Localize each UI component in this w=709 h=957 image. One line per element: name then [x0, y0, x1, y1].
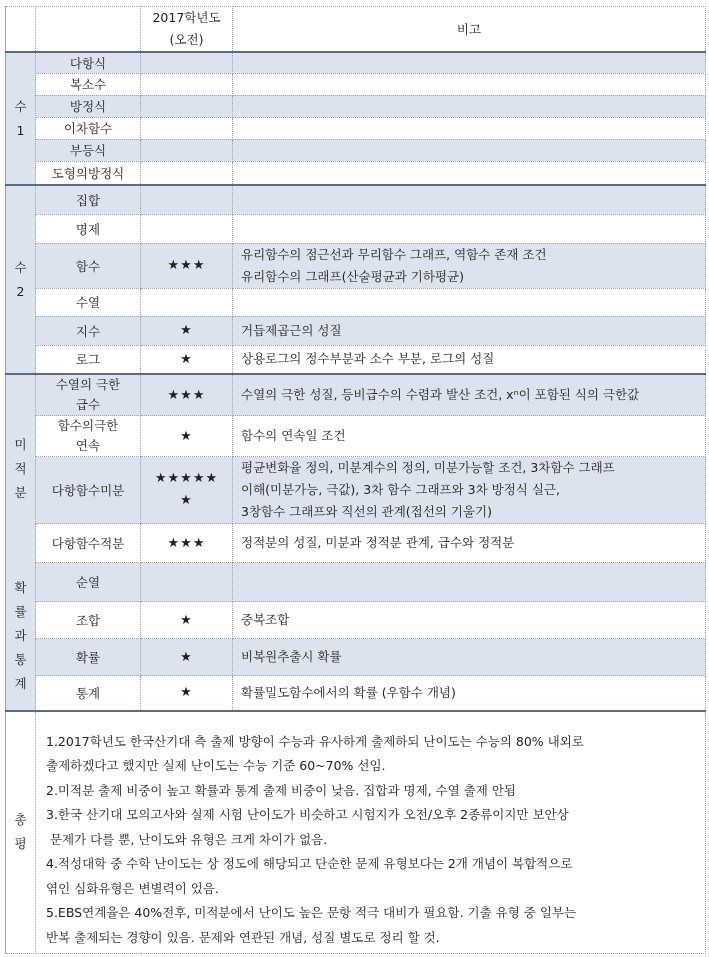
group-char: 과	[14, 628, 27, 643]
importance-stars	[141, 95, 233, 117]
table-row	[6, 345, 706, 374]
table-row	[6, 602, 706, 639]
topic-cell: 지수	[36, 316, 141, 345]
importance-stars	[141, 457, 233, 524]
topic-line: 연속	[75, 438, 101, 453]
remark-line: 유리함수의 점근선과 무리함수 그래프, 역함수 존재 조건	[241, 246, 547, 262]
table-row	[6, 374, 706, 416]
importance-stars	[141, 117, 233, 139]
table-row	[6, 639, 706, 676]
topic-cell: 조합	[36, 602, 141, 639]
table-row	[6, 117, 706, 139]
topic-cell: 방정식	[36, 95, 141, 117]
summary-line: 4.적성대학 중 수학 난이도는 상 정도에 해당되고 단순한 문제 유형보다는 2개 개념이 복합적으로	[46, 856, 573, 871]
summary-line: 1.2017학년도 한국산기대 측 출제 방향이 수능과 유사하게 출제하되 난이도는 수능의 80% 내외로	[46, 733, 584, 749]
remarks-cell	[233, 73, 706, 95]
group-char: 확	[14, 580, 27, 595]
remarks-cell	[233, 602, 706, 639]
summary-label	[6, 711, 36, 954]
group-char: 통	[14, 652, 27, 667]
header-year-cell	[141, 7, 233, 53]
remarks-cell	[233, 374, 706, 416]
remarks-cell	[233, 416, 706, 457]
remark-line: 비복원추출시 확률	[241, 649, 342, 664]
stars-line: ★	[180, 493, 193, 508]
remark-line: 거듭제곱근의 성질	[241, 322, 342, 338]
importance-stars: ★	[141, 416, 233, 457]
remark-line: 유리함수의 그래프(산술평균과 기하평균)	[241, 268, 464, 284]
remarks-cell	[233, 639, 706, 676]
group-char: 1	[16, 122, 25, 138]
remarks-cell	[233, 185, 706, 214]
group-char: 률	[14, 604, 27, 619]
remarks-cell	[233, 139, 706, 161]
importance-stars	[141, 214, 233, 243]
summary-line: 5.EBS연계율은 40%전후, 미적분에서 난이도 높은 문항 적극 대비가 필요함. 기출 유형 중 일부는	[46, 905, 577, 920]
summary-label-char: 평	[14, 836, 27, 852]
remarks-cell	[233, 243, 706, 288]
topic-cell: 다항함수미분	[36, 457, 141, 524]
remarks-cell	[233, 52, 706, 73]
importance-stars: ★	[141, 639, 233, 676]
group-char: 계	[14, 676, 27, 691]
topic-cell: 함수	[36, 243, 141, 288]
table-row	[6, 563, 706, 602]
table-row	[6, 214, 706, 243]
importance-stars	[141, 161, 233, 185]
table-row	[6, 139, 706, 161]
importance-stars: ★★★	[141, 374, 233, 416]
exam-analysis-table	[5, 6, 706, 954]
remarks-cell	[233, 161, 706, 185]
summary-row	[6, 711, 706, 954]
importance-stars	[141, 73, 233, 95]
header-topic-cell	[36, 7, 141, 53]
group-label-prob	[6, 563, 36, 711]
remark-line: 확률밀도함수에서의 확률 (우함수 개념)	[241, 684, 456, 700]
topic-line: 급수	[75, 397, 101, 412]
table-row	[6, 316, 706, 345]
stars-line: ★★★★★	[154, 471, 219, 486]
table-row	[6, 161, 706, 185]
remark-line: 평균변화율 정의, 미분계수의 정의, 미분가능할 조건, 3차함수 그래프	[241, 460, 615, 475]
topic-cell: 집합	[36, 185, 141, 214]
header-empty-cell	[6, 7, 36, 53]
summary-line: 문제가 다를 뿐, 난이도와 유형은 크게 차이가 없음.	[46, 831, 328, 847]
summary-label-char: 총	[14, 812, 27, 828]
topic-cell: 이차함수	[36, 117, 141, 139]
group-char: 분	[14, 484, 27, 500]
remarks-cell	[233, 676, 706, 711]
remark-line: 수열의 극한 성질, 등비급수의 수렴과 발산 조건, xⁿ이 포함된 식의 극한값	[241, 387, 640, 402]
topic-line: 함수의극한	[57, 418, 119, 433]
group-label-su2	[6, 185, 36, 374]
remark-line: 이해(미분가능, 극값), 3차 함수 그래프와 3차 방정식 실근,	[241, 482, 560, 497]
remarks-cell	[233, 214, 706, 243]
importance-stars: ★	[141, 316, 233, 345]
remark-line: 중복조합	[241, 612, 290, 627]
importance-stars	[141, 563, 233, 602]
topic-cell: 확률	[36, 639, 141, 676]
remark-line: 3창함수 그래프와 직선의 관계(접선의 기울기)	[241, 504, 492, 519]
topic-cell: 명제	[36, 214, 141, 243]
remarks-cell	[233, 117, 706, 139]
header-year-line1: 2017학년도	[152, 10, 221, 25]
table-row	[6, 457, 706, 524]
importance-stars	[141, 139, 233, 161]
table-row	[6, 416, 706, 457]
summary-line: 엮인 심화유형은 변별력이 있음.	[46, 880, 219, 896]
summary-text	[36, 711, 706, 954]
topic-cell: 다항함수적분	[36, 524, 141, 563]
topic-cell: 다항식	[36, 52, 141, 73]
summary-line: 출제하겠다고 했지만 실제 난이도는 수능 기준 60~70% 선임.	[46, 758, 386, 773]
importance-stars: ★★★	[141, 524, 233, 563]
group-char: 적	[14, 460, 27, 476]
group-char: 수	[14, 259, 27, 275]
group-label-calc	[6, 374, 36, 563]
importance-stars: ★★★	[141, 243, 233, 288]
importance-stars	[141, 185, 233, 214]
topic-cell: 순열	[36, 563, 141, 602]
topic-cell	[36, 416, 141, 457]
remarks-cell	[233, 563, 706, 602]
summary-line: 반복 출제되는 경향이 있음. 문제와 연관된 개념, 성질 별도로 정리 할 것.	[46, 929, 440, 945]
remarks-cell	[233, 316, 706, 345]
summary-line: 3.한국 산기대 모의고사와 실제 시험 난이도가 비슷하고 시험지가 오전/오후 2종류이지만 보안상	[46, 807, 569, 822]
remarks-cell	[233, 345, 706, 374]
remarks-cell	[233, 288, 706, 316]
topic-line: 수열의 극한	[55, 377, 121, 392]
remarks-cell	[233, 457, 706, 524]
table-row	[6, 52, 706, 73]
table-row	[6, 243, 706, 288]
importance-stars: ★	[141, 602, 233, 639]
group-char: 미	[14, 436, 27, 452]
table-row	[6, 95, 706, 117]
topic-cell: 도형의방정식	[36, 161, 141, 185]
table-row	[6, 185, 706, 214]
table-row	[6, 288, 706, 316]
header-year-line2: (오전)	[169, 32, 204, 47]
group-char: 2	[16, 283, 25, 299]
summary-line: 2.미적분 출제 비중이 높고 확률과 통계 출제 비중이 낮음. 집합과 명제, 수열 출제 안됨	[46, 782, 517, 798]
group-char: 수	[14, 98, 27, 114]
topic-cell	[36, 374, 141, 416]
table-row	[6, 676, 706, 711]
importance-stars: ★	[141, 345, 233, 374]
importance-stars	[141, 288, 233, 316]
table-row	[6, 73, 706, 95]
topic-cell: 통계	[36, 676, 141, 711]
remark-line: 함수의 연속일 조건	[241, 428, 346, 443]
table-row	[6, 524, 706, 563]
header-row	[6, 7, 706, 53]
remarks-cell	[233, 524, 706, 563]
header-remarks: 비고	[233, 7, 706, 53]
remarks-cell	[233, 95, 706, 117]
group-label-su1	[6, 52, 36, 185]
remark-line: 상용로그의 정수부분과 소수 부분, 로그의 성질	[241, 351, 495, 367]
topic-cell: 부등식	[36, 139, 141, 161]
importance-stars: ★	[141, 676, 233, 711]
importance-stars	[141, 52, 233, 73]
remark-line: 정적분의 성질, 미분과 정적분 관계, 급수와 정적분	[241, 535, 515, 550]
topic-cell: 로그	[36, 345, 141, 374]
topic-cell: 수열	[36, 288, 141, 316]
topic-cell: 복소수	[36, 73, 141, 95]
